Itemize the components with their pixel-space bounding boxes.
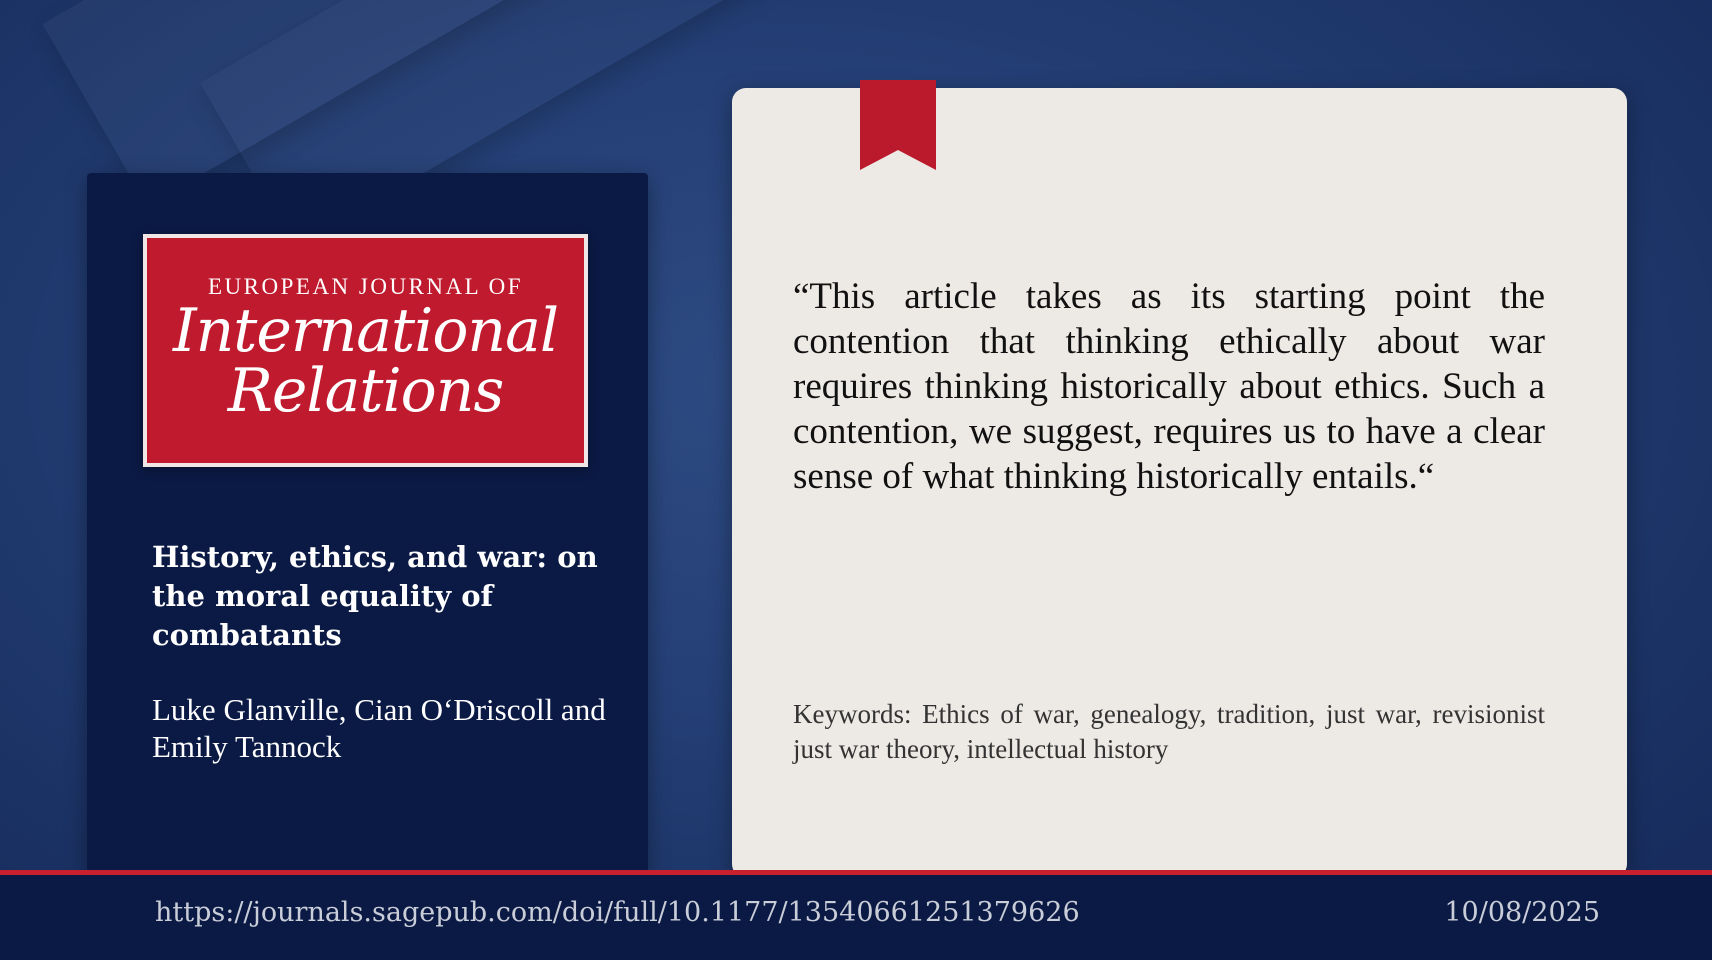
bookmark-icon bbox=[860, 80, 936, 170]
publication-date: 10/08/2025 bbox=[1444, 897, 1600, 928]
journal-logo-top-text: EUROPEAN JOURNAL OF bbox=[208, 274, 523, 299]
quote-text: “This article takes as its starting point the contention that thinking ethically about war requires thinking historically about ethics. Such a contention, we suggest, requires us to have a clear sense of what thinking historically entails.“ bbox=[793, 276, 1545, 497]
journal-card bbox=[87, 173, 648, 873]
journal-logo-line1: International bbox=[172, 296, 559, 366]
footer-bar bbox=[0, 875, 1712, 960]
journal-logo-line2: Relations bbox=[227, 356, 504, 426]
keywords: Keywords: Ethics of war, genealogy, tradition, just war, revisionist just war theory, intellectual history bbox=[793, 699, 1545, 764]
quote-card bbox=[732, 88, 1627, 878]
source-url-link[interactable]: https://journals.sagepub.com/doi/full/10.1177/13540661251379626 bbox=[155, 897, 1080, 928]
article-authors: Luke Glanville, Cian O‘Driscoll and Emily Tannock bbox=[152, 692, 606, 764]
journal-logo bbox=[143, 234, 588, 467]
article-title: History, ethics, and war: on the moral equality of combatants bbox=[152, 540, 598, 652]
